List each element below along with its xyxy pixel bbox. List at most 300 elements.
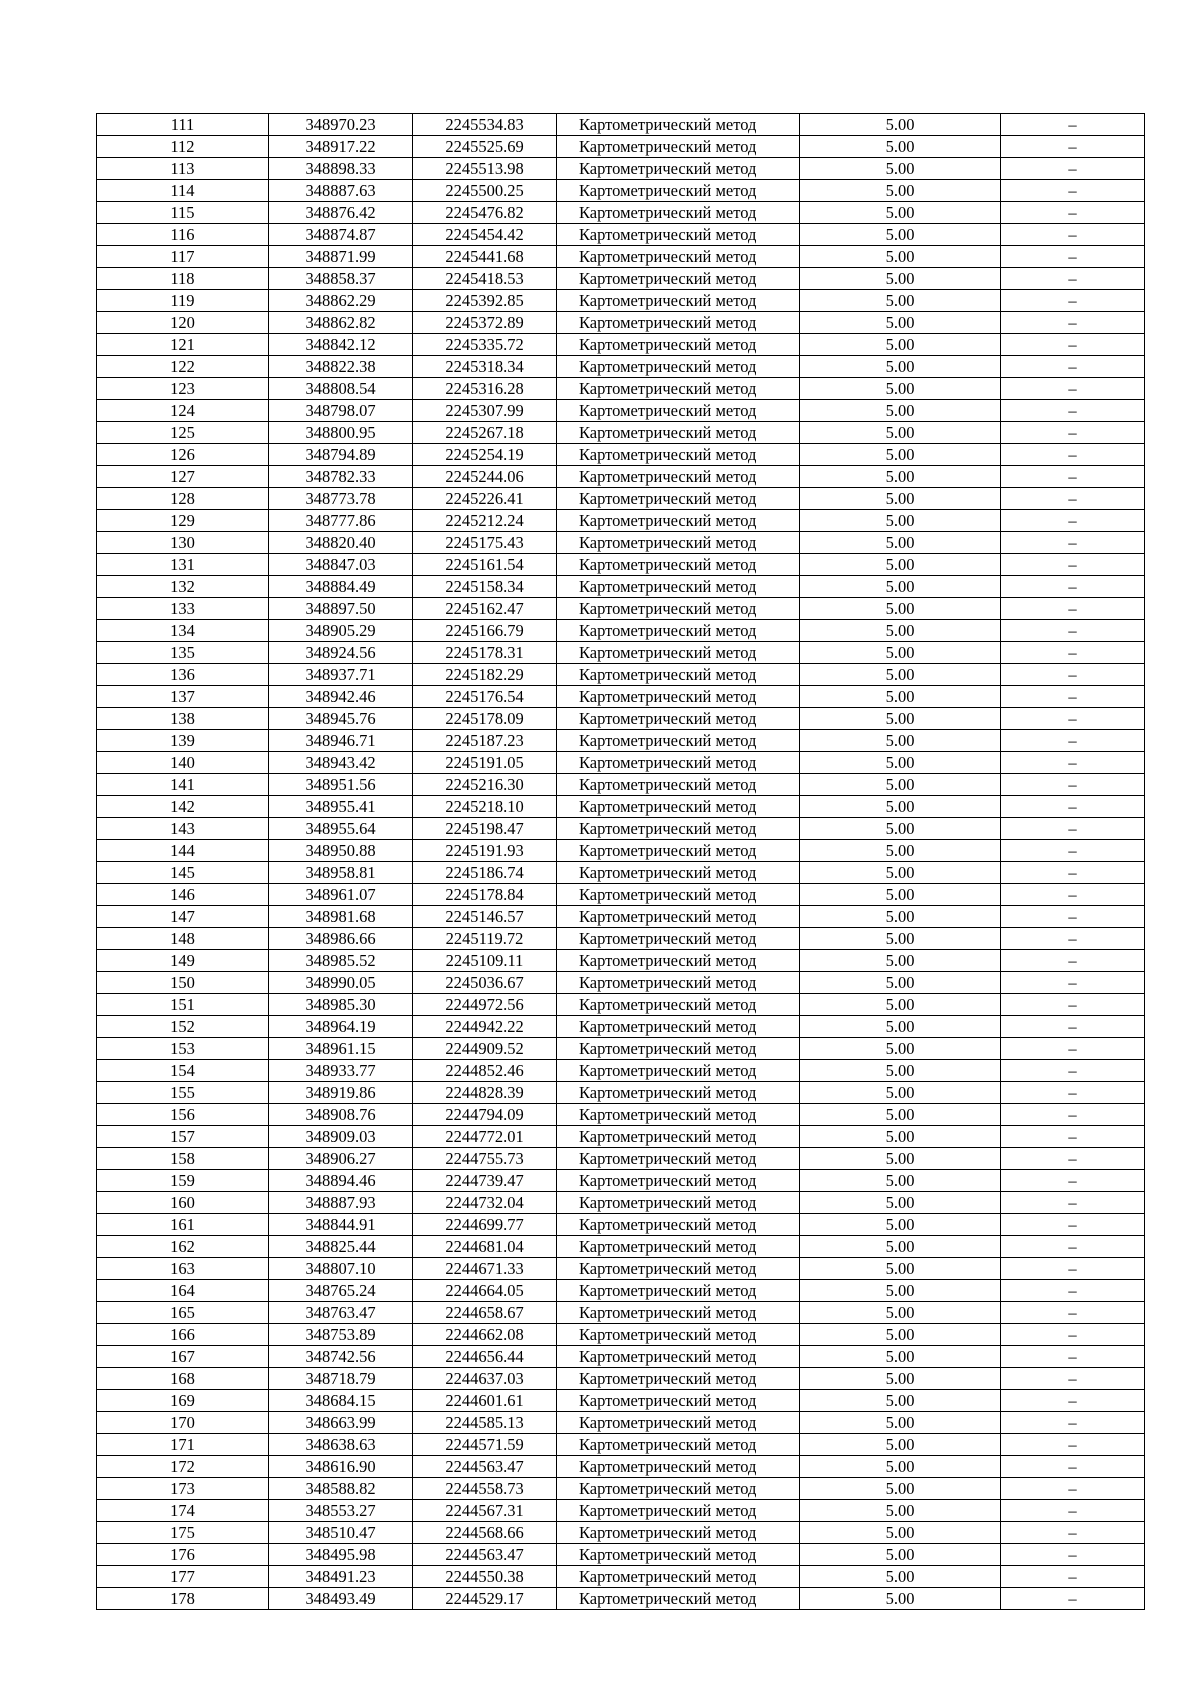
table-row [97, 1588, 1145, 1610]
point-number-cell: 133 [97, 598, 269, 620]
table-row [97, 224, 1145, 246]
accuracy-cell: 5.00 [800, 422, 1001, 444]
description-cell: – [1001, 224, 1145, 246]
table-row [97, 1126, 1145, 1148]
accuracy-cell: 5.00 [800, 224, 1001, 246]
accuracy-cell: 5.00 [800, 598, 1001, 620]
method-cell: Картометрический метод [557, 950, 800, 972]
x-coordinate-cell: 348862.29 [269, 290, 413, 312]
description-cell: – [1001, 774, 1145, 796]
description-cell: – [1001, 708, 1145, 730]
y-coordinate-cell: 2244664.05 [413, 1280, 557, 1302]
y-coordinate-cell: 2245476.82 [413, 202, 557, 224]
x-coordinate-cell: 348777.86 [269, 510, 413, 532]
x-coordinate-cell: 348871.99 [269, 246, 413, 268]
point-number-cell: 118 [97, 268, 269, 290]
y-coordinate-cell: 2244681.04 [413, 1236, 557, 1258]
description-cell: – [1001, 818, 1145, 840]
x-coordinate-cell: 348884.49 [269, 576, 413, 598]
y-coordinate-cell: 2244909.52 [413, 1038, 557, 1060]
y-coordinate-cell: 2245226.41 [413, 488, 557, 510]
description-cell: – [1001, 642, 1145, 664]
accuracy-cell: 5.00 [800, 664, 1001, 686]
method-cell: Картометрический метод [557, 1302, 800, 1324]
point-number-cell: 142 [97, 796, 269, 818]
accuracy-cell: 5.00 [800, 620, 1001, 642]
point-number-cell: 163 [97, 1258, 269, 1280]
description-cell: – [1001, 1390, 1145, 1412]
x-coordinate-cell: 348909.03 [269, 1126, 413, 1148]
x-coordinate-cell: 348858.37 [269, 268, 413, 290]
y-coordinate-cell: 2245316.28 [413, 378, 557, 400]
y-coordinate-cell: 2245158.34 [413, 576, 557, 598]
description-cell: – [1001, 796, 1145, 818]
point-number-cell: 134 [97, 620, 269, 642]
description-cell: – [1001, 1346, 1145, 1368]
method-cell: Картометрический метод [557, 774, 800, 796]
description-cell: – [1001, 246, 1145, 268]
description-cell: – [1001, 136, 1145, 158]
method-cell: Картометрический метод [557, 158, 800, 180]
accuracy-cell: 5.00 [800, 1016, 1001, 1038]
y-coordinate-cell: 2245216.30 [413, 774, 557, 796]
y-coordinate-cell: 2244739.47 [413, 1170, 557, 1192]
method-cell: Картометрический метод [557, 290, 800, 312]
x-coordinate-cell: 348638.63 [269, 1434, 413, 1456]
description-cell: – [1001, 356, 1145, 378]
point-number-cell: 168 [97, 1368, 269, 1390]
x-coordinate-cell: 348862.82 [269, 312, 413, 334]
x-coordinate-cell: 348825.44 [269, 1236, 413, 1258]
accuracy-cell: 5.00 [800, 246, 1001, 268]
accuracy-cell: 5.00 [800, 180, 1001, 202]
y-coordinate-cell: 2245307.99 [413, 400, 557, 422]
method-cell: Картометрический метод [557, 884, 800, 906]
x-coordinate-cell: 348986.66 [269, 928, 413, 950]
description-cell: – [1001, 1060, 1145, 1082]
x-coordinate-cell: 348897.50 [269, 598, 413, 620]
point-number-cell: 146 [97, 884, 269, 906]
table-row [97, 950, 1145, 972]
description-cell: – [1001, 1148, 1145, 1170]
point-number-cell: 128 [97, 488, 269, 510]
x-coordinate-cell: 348950.88 [269, 840, 413, 862]
y-coordinate-cell: 2245146.57 [413, 906, 557, 928]
point-number-cell: 150 [97, 972, 269, 994]
method-cell: Картометрический метод [557, 202, 800, 224]
table-body [97, 114, 1145, 1610]
point-number-cell: 149 [97, 950, 269, 972]
description-cell: – [1001, 1324, 1145, 1346]
table-row [97, 1368, 1145, 1390]
method-cell: Картометрический метод [557, 1236, 800, 1258]
x-coordinate-cell: 348905.29 [269, 620, 413, 642]
point-number-cell: 174 [97, 1500, 269, 1522]
method-cell: Картометрический метод [557, 1214, 800, 1236]
point-number-cell: 124 [97, 400, 269, 422]
point-number-cell: 140 [97, 752, 269, 774]
accuracy-cell: 5.00 [800, 202, 1001, 224]
method-cell: Картометрический метод [557, 752, 800, 774]
x-coordinate-cell: 348945.76 [269, 708, 413, 730]
description-cell: – [1001, 928, 1145, 950]
x-coordinate-cell: 348765.24 [269, 1280, 413, 1302]
method-cell: Картометрический метод [557, 1544, 800, 1566]
x-coordinate-cell: 348943.42 [269, 752, 413, 774]
point-number-cell: 112 [97, 136, 269, 158]
x-coordinate-cell: 348807.10 [269, 1258, 413, 1280]
point-number-cell: 127 [97, 466, 269, 488]
description-cell: – [1001, 840, 1145, 862]
table-row [97, 1390, 1145, 1412]
method-cell: Картометрический метод [557, 422, 800, 444]
point-number-cell: 145 [97, 862, 269, 884]
table-row [97, 378, 1145, 400]
accuracy-cell: 5.00 [800, 1434, 1001, 1456]
point-number-cell: 137 [97, 686, 269, 708]
y-coordinate-cell: 2245176.54 [413, 686, 557, 708]
accuracy-cell: 5.00 [800, 1588, 1001, 1610]
point-number-cell: 121 [97, 334, 269, 356]
x-coordinate-cell: 348753.89 [269, 1324, 413, 1346]
table-row [97, 1280, 1145, 1302]
description-cell: – [1001, 1456, 1145, 1478]
x-coordinate-cell: 348958.81 [269, 862, 413, 884]
accuracy-cell: 5.00 [800, 114, 1001, 136]
x-coordinate-cell: 348964.19 [269, 1016, 413, 1038]
y-coordinate-cell: 2245191.05 [413, 752, 557, 774]
y-coordinate-cell: 2244662.08 [413, 1324, 557, 1346]
x-coordinate-cell: 348874.87 [269, 224, 413, 246]
accuracy-cell: 5.00 [800, 906, 1001, 928]
y-coordinate-cell: 2244563.47 [413, 1544, 557, 1566]
table-row [97, 928, 1145, 950]
y-coordinate-cell: 2244567.31 [413, 1500, 557, 1522]
accuracy-cell: 5.00 [800, 1082, 1001, 1104]
table-row [97, 884, 1145, 906]
y-coordinate-cell: 2244942.22 [413, 1016, 557, 1038]
description-cell: – [1001, 862, 1145, 884]
y-coordinate-cell: 2245418.53 [413, 268, 557, 290]
accuracy-cell: 5.00 [800, 576, 1001, 598]
description-cell: – [1001, 334, 1145, 356]
table-row [97, 1258, 1145, 1280]
point-number-cell: 116 [97, 224, 269, 246]
point-number-cell: 148 [97, 928, 269, 950]
method-cell: Картометрический метод [557, 356, 800, 378]
y-coordinate-cell: 2244585.13 [413, 1412, 557, 1434]
table-row [97, 1324, 1145, 1346]
accuracy-cell: 5.00 [800, 488, 1001, 510]
table-row [97, 576, 1145, 598]
table-row [97, 1148, 1145, 1170]
table-row [97, 1016, 1145, 1038]
y-coordinate-cell: 2245178.31 [413, 642, 557, 664]
description-cell: – [1001, 1038, 1145, 1060]
y-coordinate-cell: 2245254.19 [413, 444, 557, 466]
table-row [97, 246, 1145, 268]
description-cell: – [1001, 114, 1145, 136]
x-coordinate-cell: 348933.77 [269, 1060, 413, 1082]
description-cell: – [1001, 1412, 1145, 1434]
table-row [97, 1544, 1145, 1566]
method-cell: Картометрический метод [557, 906, 800, 928]
x-coordinate-cell: 348663.99 [269, 1412, 413, 1434]
point-number-cell: 159 [97, 1170, 269, 1192]
y-coordinate-cell: 2245198.47 [413, 818, 557, 840]
x-coordinate-cell: 348742.56 [269, 1346, 413, 1368]
accuracy-cell: 5.00 [800, 950, 1001, 972]
table-row [97, 1170, 1145, 1192]
description-cell: – [1001, 532, 1145, 554]
y-coordinate-cell: 2245178.84 [413, 884, 557, 906]
accuracy-cell: 5.00 [800, 686, 1001, 708]
accuracy-cell: 5.00 [800, 1126, 1001, 1148]
accuracy-cell: 5.00 [800, 1214, 1001, 1236]
point-number-cell: 131 [97, 554, 269, 576]
point-number-cell: 132 [97, 576, 269, 598]
point-number-cell: 141 [97, 774, 269, 796]
description-cell: – [1001, 1500, 1145, 1522]
x-coordinate-cell: 348946.71 [269, 730, 413, 752]
point-number-cell: 170 [97, 1412, 269, 1434]
description-cell: – [1001, 906, 1145, 928]
description-cell: – [1001, 1258, 1145, 1280]
method-cell: Картометрический метод [557, 510, 800, 532]
y-coordinate-cell: 2244656.44 [413, 1346, 557, 1368]
method-cell: Картометрический метод [557, 488, 800, 510]
point-number-cell: 114 [97, 180, 269, 202]
y-coordinate-cell: 2244828.39 [413, 1082, 557, 1104]
y-coordinate-cell: 2245335.72 [413, 334, 557, 356]
point-number-cell: 111 [97, 114, 269, 136]
table-row [97, 1104, 1145, 1126]
y-coordinate-cell: 2245534.83 [413, 114, 557, 136]
method-cell: Картометрический метод [557, 1324, 800, 1346]
x-coordinate-cell: 348847.03 [269, 554, 413, 576]
accuracy-cell: 5.00 [800, 334, 1001, 356]
table-row [97, 1434, 1145, 1456]
point-number-cell: 178 [97, 1588, 269, 1610]
table-row [97, 1412, 1145, 1434]
point-number-cell: 139 [97, 730, 269, 752]
accuracy-cell: 5.00 [800, 1456, 1001, 1478]
y-coordinate-cell: 2244772.01 [413, 1126, 557, 1148]
x-coordinate-cell: 348937.71 [269, 664, 413, 686]
description-cell: – [1001, 422, 1145, 444]
method-cell: Картометрический метод [557, 378, 800, 400]
description-cell: – [1001, 1082, 1145, 1104]
accuracy-cell: 5.00 [800, 1390, 1001, 1412]
point-number-cell: 161 [97, 1214, 269, 1236]
x-coordinate-cell: 348887.63 [269, 180, 413, 202]
point-number-cell: 143 [97, 818, 269, 840]
x-coordinate-cell: 348844.91 [269, 1214, 413, 1236]
y-coordinate-cell: 2245392.85 [413, 290, 557, 312]
y-coordinate-cell: 2245500.25 [413, 180, 557, 202]
description-cell: – [1001, 180, 1145, 202]
x-coordinate-cell: 348553.27 [269, 1500, 413, 1522]
table-row [97, 730, 1145, 752]
accuracy-cell: 5.00 [800, 400, 1001, 422]
x-coordinate-cell: 348798.07 [269, 400, 413, 422]
description-cell: – [1001, 1368, 1145, 1390]
method-cell: Картометрический метод [557, 1500, 800, 1522]
point-number-cell: 144 [97, 840, 269, 862]
description-cell: – [1001, 1588, 1145, 1610]
x-coordinate-cell: 348800.95 [269, 422, 413, 444]
y-coordinate-cell: 2244972.56 [413, 994, 557, 1016]
accuracy-cell: 5.00 [800, 1060, 1001, 1082]
accuracy-cell: 5.00 [800, 1324, 1001, 1346]
point-number-cell: 123 [97, 378, 269, 400]
point-number-cell: 156 [97, 1104, 269, 1126]
x-coordinate-cell: 348906.27 [269, 1148, 413, 1170]
table-row [97, 752, 1145, 774]
y-coordinate-cell: 2245212.24 [413, 510, 557, 532]
method-cell: Картометрический метод [557, 642, 800, 664]
table-row [97, 1478, 1145, 1500]
table-row [97, 796, 1145, 818]
point-number-cell: 120 [97, 312, 269, 334]
point-number-cell: 165 [97, 1302, 269, 1324]
y-coordinate-cell: 2245454.42 [413, 224, 557, 246]
x-coordinate-cell: 348990.05 [269, 972, 413, 994]
table-row [97, 1082, 1145, 1104]
table-row [97, 114, 1145, 136]
method-cell: Картометрический метод [557, 1456, 800, 1478]
method-cell: Картометрический метод [557, 554, 800, 576]
method-cell: Картометрический метод [557, 268, 800, 290]
description-cell: – [1001, 950, 1145, 972]
accuracy-cell: 5.00 [800, 708, 1001, 730]
point-number-cell: 151 [97, 994, 269, 1016]
point-number-cell: 169 [97, 1390, 269, 1412]
point-number-cell: 158 [97, 1148, 269, 1170]
y-coordinate-cell: 2245161.54 [413, 554, 557, 576]
x-coordinate-cell: 348820.40 [269, 532, 413, 554]
method-cell: Картометрический метод [557, 1192, 800, 1214]
point-number-cell: 136 [97, 664, 269, 686]
description-cell: – [1001, 1170, 1145, 1192]
method-cell: Картометрический метод [557, 796, 800, 818]
x-coordinate-cell: 348588.82 [269, 1478, 413, 1500]
method-cell: Картометрический метод [557, 1060, 800, 1082]
accuracy-cell: 5.00 [800, 1038, 1001, 1060]
table-row [97, 488, 1145, 510]
y-coordinate-cell: 2244550.38 [413, 1566, 557, 1588]
method-cell: Картометрический метод [557, 1588, 800, 1610]
method-cell: Картометрический метод [557, 1148, 800, 1170]
table-row [97, 356, 1145, 378]
y-coordinate-cell: 2245191.93 [413, 840, 557, 862]
table-row [97, 906, 1145, 928]
description-cell: – [1001, 752, 1145, 774]
x-coordinate-cell: 348898.33 [269, 158, 413, 180]
x-coordinate-cell: 348794.89 [269, 444, 413, 466]
description-cell: – [1001, 994, 1145, 1016]
table-row [97, 532, 1145, 554]
y-coordinate-cell: 2245162.47 [413, 598, 557, 620]
accuracy-cell: 5.00 [800, 1346, 1001, 1368]
x-coordinate-cell: 348961.15 [269, 1038, 413, 1060]
y-coordinate-cell: 2245186.74 [413, 862, 557, 884]
table-row [97, 202, 1145, 224]
x-coordinate-cell: 348919.86 [269, 1082, 413, 1104]
point-number-cell: 177 [97, 1566, 269, 1588]
point-number-cell: 155 [97, 1082, 269, 1104]
table-row [97, 774, 1145, 796]
point-number-cell: 129 [97, 510, 269, 532]
point-number-cell: 138 [97, 708, 269, 730]
table-row [97, 334, 1145, 356]
accuracy-cell: 5.00 [800, 1368, 1001, 1390]
x-coordinate-cell: 348908.76 [269, 1104, 413, 1126]
point-number-cell: 147 [97, 906, 269, 928]
method-cell: Картометрический метод [557, 972, 800, 994]
description-cell: – [1001, 1522, 1145, 1544]
description-cell: – [1001, 686, 1145, 708]
method-cell: Картометрический метод [557, 1522, 800, 1544]
y-coordinate-cell: 2244571.59 [413, 1434, 557, 1456]
point-number-cell: 135 [97, 642, 269, 664]
table-row [97, 1346, 1145, 1368]
description-cell: – [1001, 1566, 1145, 1588]
method-cell: Картометрический метод [557, 1104, 800, 1126]
table-row [97, 1060, 1145, 1082]
method-cell: Картометрический метод [557, 312, 800, 334]
point-number-cell: 153 [97, 1038, 269, 1060]
point-number-cell: 117 [97, 246, 269, 268]
accuracy-cell: 5.00 [800, 268, 1001, 290]
accuracy-cell: 5.00 [800, 972, 1001, 994]
y-coordinate-cell: 2245119.72 [413, 928, 557, 950]
method-cell: Картометрический метод [557, 1280, 800, 1302]
method-cell: Картометрический метод [557, 620, 800, 642]
method-cell: Картометрический метод [557, 1412, 800, 1434]
point-number-cell: 166 [97, 1324, 269, 1346]
description-cell: – [1001, 1302, 1145, 1324]
method-cell: Картометрический метод [557, 1566, 800, 1588]
method-cell: Картометрический метод [557, 1390, 800, 1412]
description-cell: – [1001, 312, 1145, 334]
table-row [97, 1500, 1145, 1522]
table-row [97, 1236, 1145, 1258]
accuracy-cell: 5.00 [800, 1544, 1001, 1566]
table-row [97, 1214, 1145, 1236]
description-cell: – [1001, 1104, 1145, 1126]
point-number-cell: 119 [97, 290, 269, 312]
description-cell: – [1001, 730, 1145, 752]
accuracy-cell: 5.00 [800, 730, 1001, 752]
method-cell: Картометрический метод [557, 400, 800, 422]
description-cell: – [1001, 664, 1145, 686]
method-cell: Картометрический метод [557, 840, 800, 862]
x-coordinate-cell: 348510.47 [269, 1522, 413, 1544]
table-row [97, 840, 1145, 862]
point-number-cell: 164 [97, 1280, 269, 1302]
method-cell: Картометрический метод [557, 466, 800, 488]
y-coordinate-cell: 2245513.98 [413, 158, 557, 180]
description-cell: – [1001, 1192, 1145, 1214]
y-coordinate-cell: 2245166.79 [413, 620, 557, 642]
description-cell: – [1001, 1214, 1145, 1236]
x-coordinate-cell: 348782.33 [269, 466, 413, 488]
point-number-cell: 173 [97, 1478, 269, 1500]
table-row [97, 1456, 1145, 1478]
table-row [97, 598, 1145, 620]
description-cell: – [1001, 444, 1145, 466]
